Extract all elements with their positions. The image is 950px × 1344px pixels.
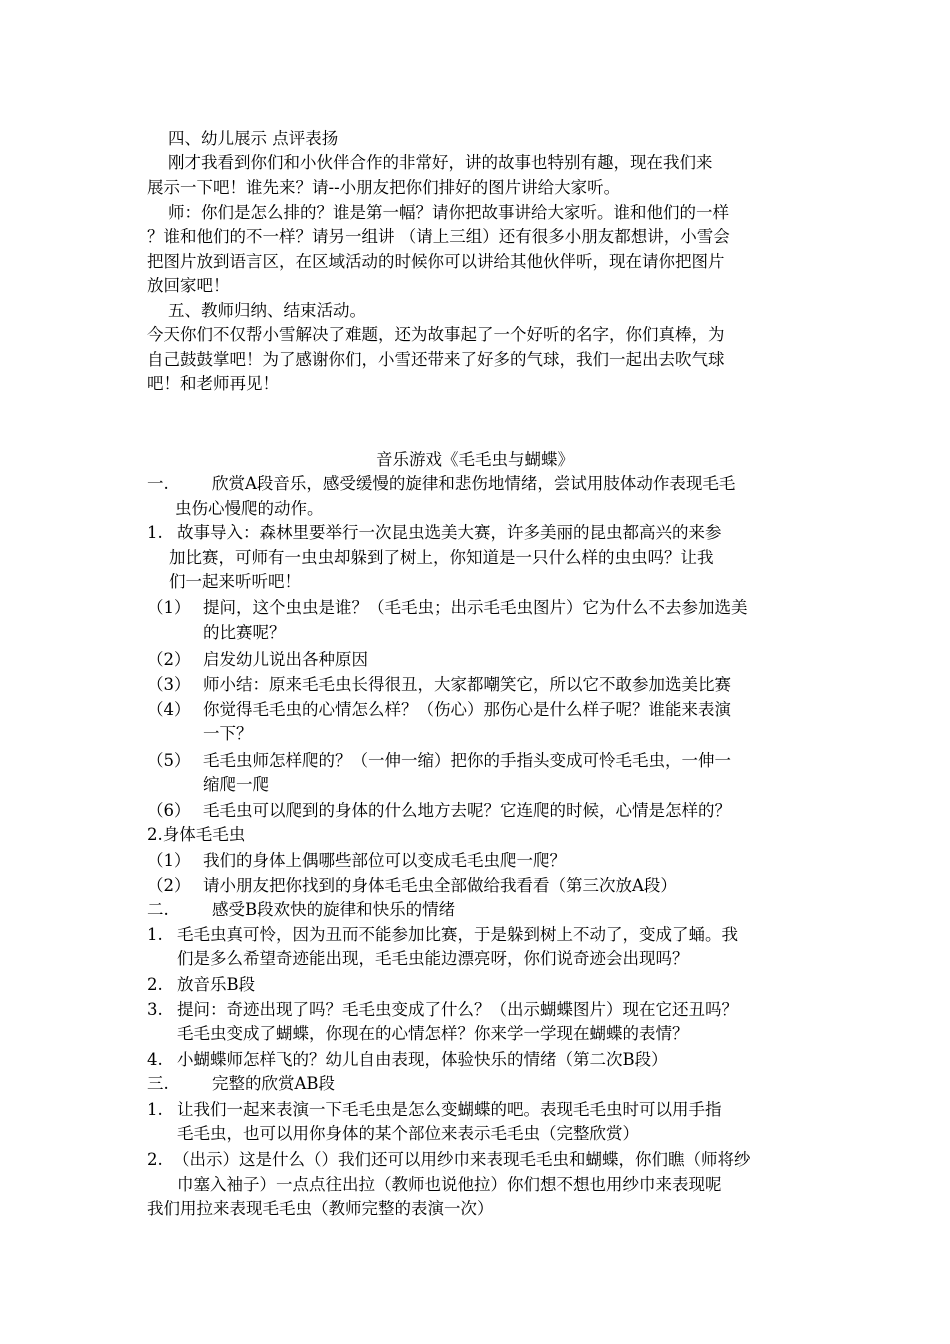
item-number: （6）: [147, 801, 191, 820]
paragraph-line: ？谁和他们的不一样？请另一组讲 （请上三组）还有很多小朋友都想讲，小雪会: [147, 227, 730, 246]
item-number: （2）: [147, 650, 191, 669]
list-item: 们一起来听听吧！: [169, 572, 301, 591]
list-item: 毛毛虫变成了蝴蝶，你现在的心情怎样？你来学一学现在蝴蝶的表情？: [177, 1024, 689, 1043]
list-item: 缩爬一爬: [203, 775, 269, 794]
item-number: 1.: [147, 1100, 163, 1119]
heading-five: 五、教师归纳、结束活动。: [168, 301, 366, 320]
item-number: （3）: [147, 675, 191, 694]
list-item: 启发幼儿说出各种原因: [203, 650, 368, 669]
paragraph-line: 刚才我看到你们和小伙伴合作的非常好，讲的故事也特别有趣，现在我们来: [168, 153, 713, 172]
list-item: （出示）这是什么（）我们还可以用纱巾来表现毛毛虫和蝴蝶，你们瞧（师将纱: [173, 1150, 751, 1169]
paragraph-line: 今天你们不仅帮小雪解决了难题，还为故事起了一个好听的名字，你们真棒，为: [147, 325, 725, 344]
item-number: （5）: [147, 751, 191, 770]
item-number: （1）: [147, 598, 191, 617]
item-number: 1.: [147, 523, 163, 542]
list-item: 毛毛虫师怎样爬的？（一伸一缩）把你的手指头变成可怜毛毛虫，一伸一: [203, 751, 731, 770]
list-item: 我们的身体上偶哪些部位可以变成毛毛虫爬一爬？: [203, 851, 566, 870]
list-item: 2.身体毛毛虫: [147, 825, 246, 844]
lesson-title: 音乐游戏《毛毛虫与蝴蝶》: [376, 450, 574, 469]
list-item: 你觉得毛毛虫的心情怎么样？（伤心）那伤心是什么样子呢？谁能来表演: [203, 700, 731, 719]
item-number: （1）: [147, 851, 191, 870]
item-number: 2.: [147, 1150, 163, 1169]
section-number: 三.: [147, 1074, 169, 1093]
list-item: 提问，这个虫虫是谁？（毛毛虫；出示毛毛虫图片）它为什么不去参加选美: [203, 598, 748, 617]
paragraph-line: 自己鼓鼓掌吧！为了感谢你们，小雪还带来了好多的气球，我们一起出去吹气球: [147, 350, 725, 369]
item-number: （2）: [147, 876, 191, 895]
list-item: 师小结：原来毛毛虫长得很丑，大家都嘲笑它，所以它不敢参加选美比赛: [203, 675, 731, 694]
paragraph-line: 放回家吧！: [147, 276, 230, 295]
list-item: 毛毛虫真可怜，因为丑而不能参加比赛，于是躲到树上不动了，变成了蛹。我: [177, 925, 738, 944]
list-item: 我们用拉来表现毛毛虫（教师完整的表演一次）: [147, 1199, 494, 1218]
item-number: 4.: [147, 1050, 163, 1069]
list-item: 巾塞入袖子）一点点往出拉（教师也说他拉）你们想不想也用纱巾来表现呢: [177, 1175, 722, 1194]
item-number: 1.: [147, 925, 163, 944]
paragraph-line: 把图片放到语言区，在区域活动的时候你可以讲给其他伙伴听，现在请你把图片: [147, 252, 725, 271]
item-number: （4）: [147, 700, 191, 719]
heading-four: 四、幼儿展示 点评表扬: [168, 129, 339, 148]
paragraph-line: 师：你们是怎么排的？谁是第一幅？请你把故事讲给大家听。谁和他们的一样: [168, 203, 729, 222]
list-item: 故事导入：森林里要举行一次昆虫选美大赛，许多美丽的昆虫都高兴的来参: [177, 523, 722, 542]
section-number: 二.: [147, 900, 169, 919]
list-item: 请小朋友把你找到的身体毛毛虫全部做给我看看（第三次放A段）: [203, 876, 677, 895]
paragraph-line: 展示一下吧！谁先来？请--小朋友把你们排好的图片讲给大家听。: [147, 178, 621, 197]
section-heading: 感受B段欢快的旋律和快乐的情绪: [212, 900, 456, 919]
section-heading: 虫伤心慢爬的动作。: [175, 499, 324, 518]
list-item: 的比赛呢？: [203, 623, 286, 642]
list-item: 让我们一起来表演一下毛毛虫是怎么变蝴蝶的吧。表现毛毛虫时可以用手指: [177, 1100, 722, 1119]
list-item: 们是多么希望奇迹能出现，毛毛虫能边漂亮呀，你们说奇迹会出现吗？: [177, 949, 689, 968]
section-heading: 欣赏A段音乐，感受缓慢的旋律和悲伤地情绪，尝试用肢体动作表现毛毛: [212, 474, 736, 493]
list-item: 毛毛虫可以爬到的身体的什么地方去呢？它连爬的时候，心情是怎样的？: [203, 801, 731, 820]
list-item: 一下？: [203, 724, 253, 743]
paragraph-line: 吧！和老师再见！: [147, 374, 279, 393]
list-item: 提问：奇迹出现了吗？毛毛虫变成了什么？（出示蝴蝶图片）现在它还丑吗？: [177, 1000, 738, 1019]
list-item: 毛毛虫，也可以用你身体的某个部位来表示毛毛虫（完整欣赏）: [177, 1124, 639, 1143]
item-number: 3.: [147, 1000, 163, 1019]
item-number: 2.: [147, 975, 163, 994]
list-item: 小蝴蝶师怎样飞的？幼儿自由表现，体验快乐的情绪（第二次B段）: [177, 1050, 668, 1069]
section-heading: 完整的欣赏AB段: [212, 1074, 336, 1093]
list-item: 放音乐B段: [177, 975, 256, 994]
list-item: 加比赛，可师有一虫虫却躲到了树上，你知道是一只什么样的虫虫吗？让我: [169, 548, 714, 567]
section-number: 一.: [147, 474, 169, 493]
